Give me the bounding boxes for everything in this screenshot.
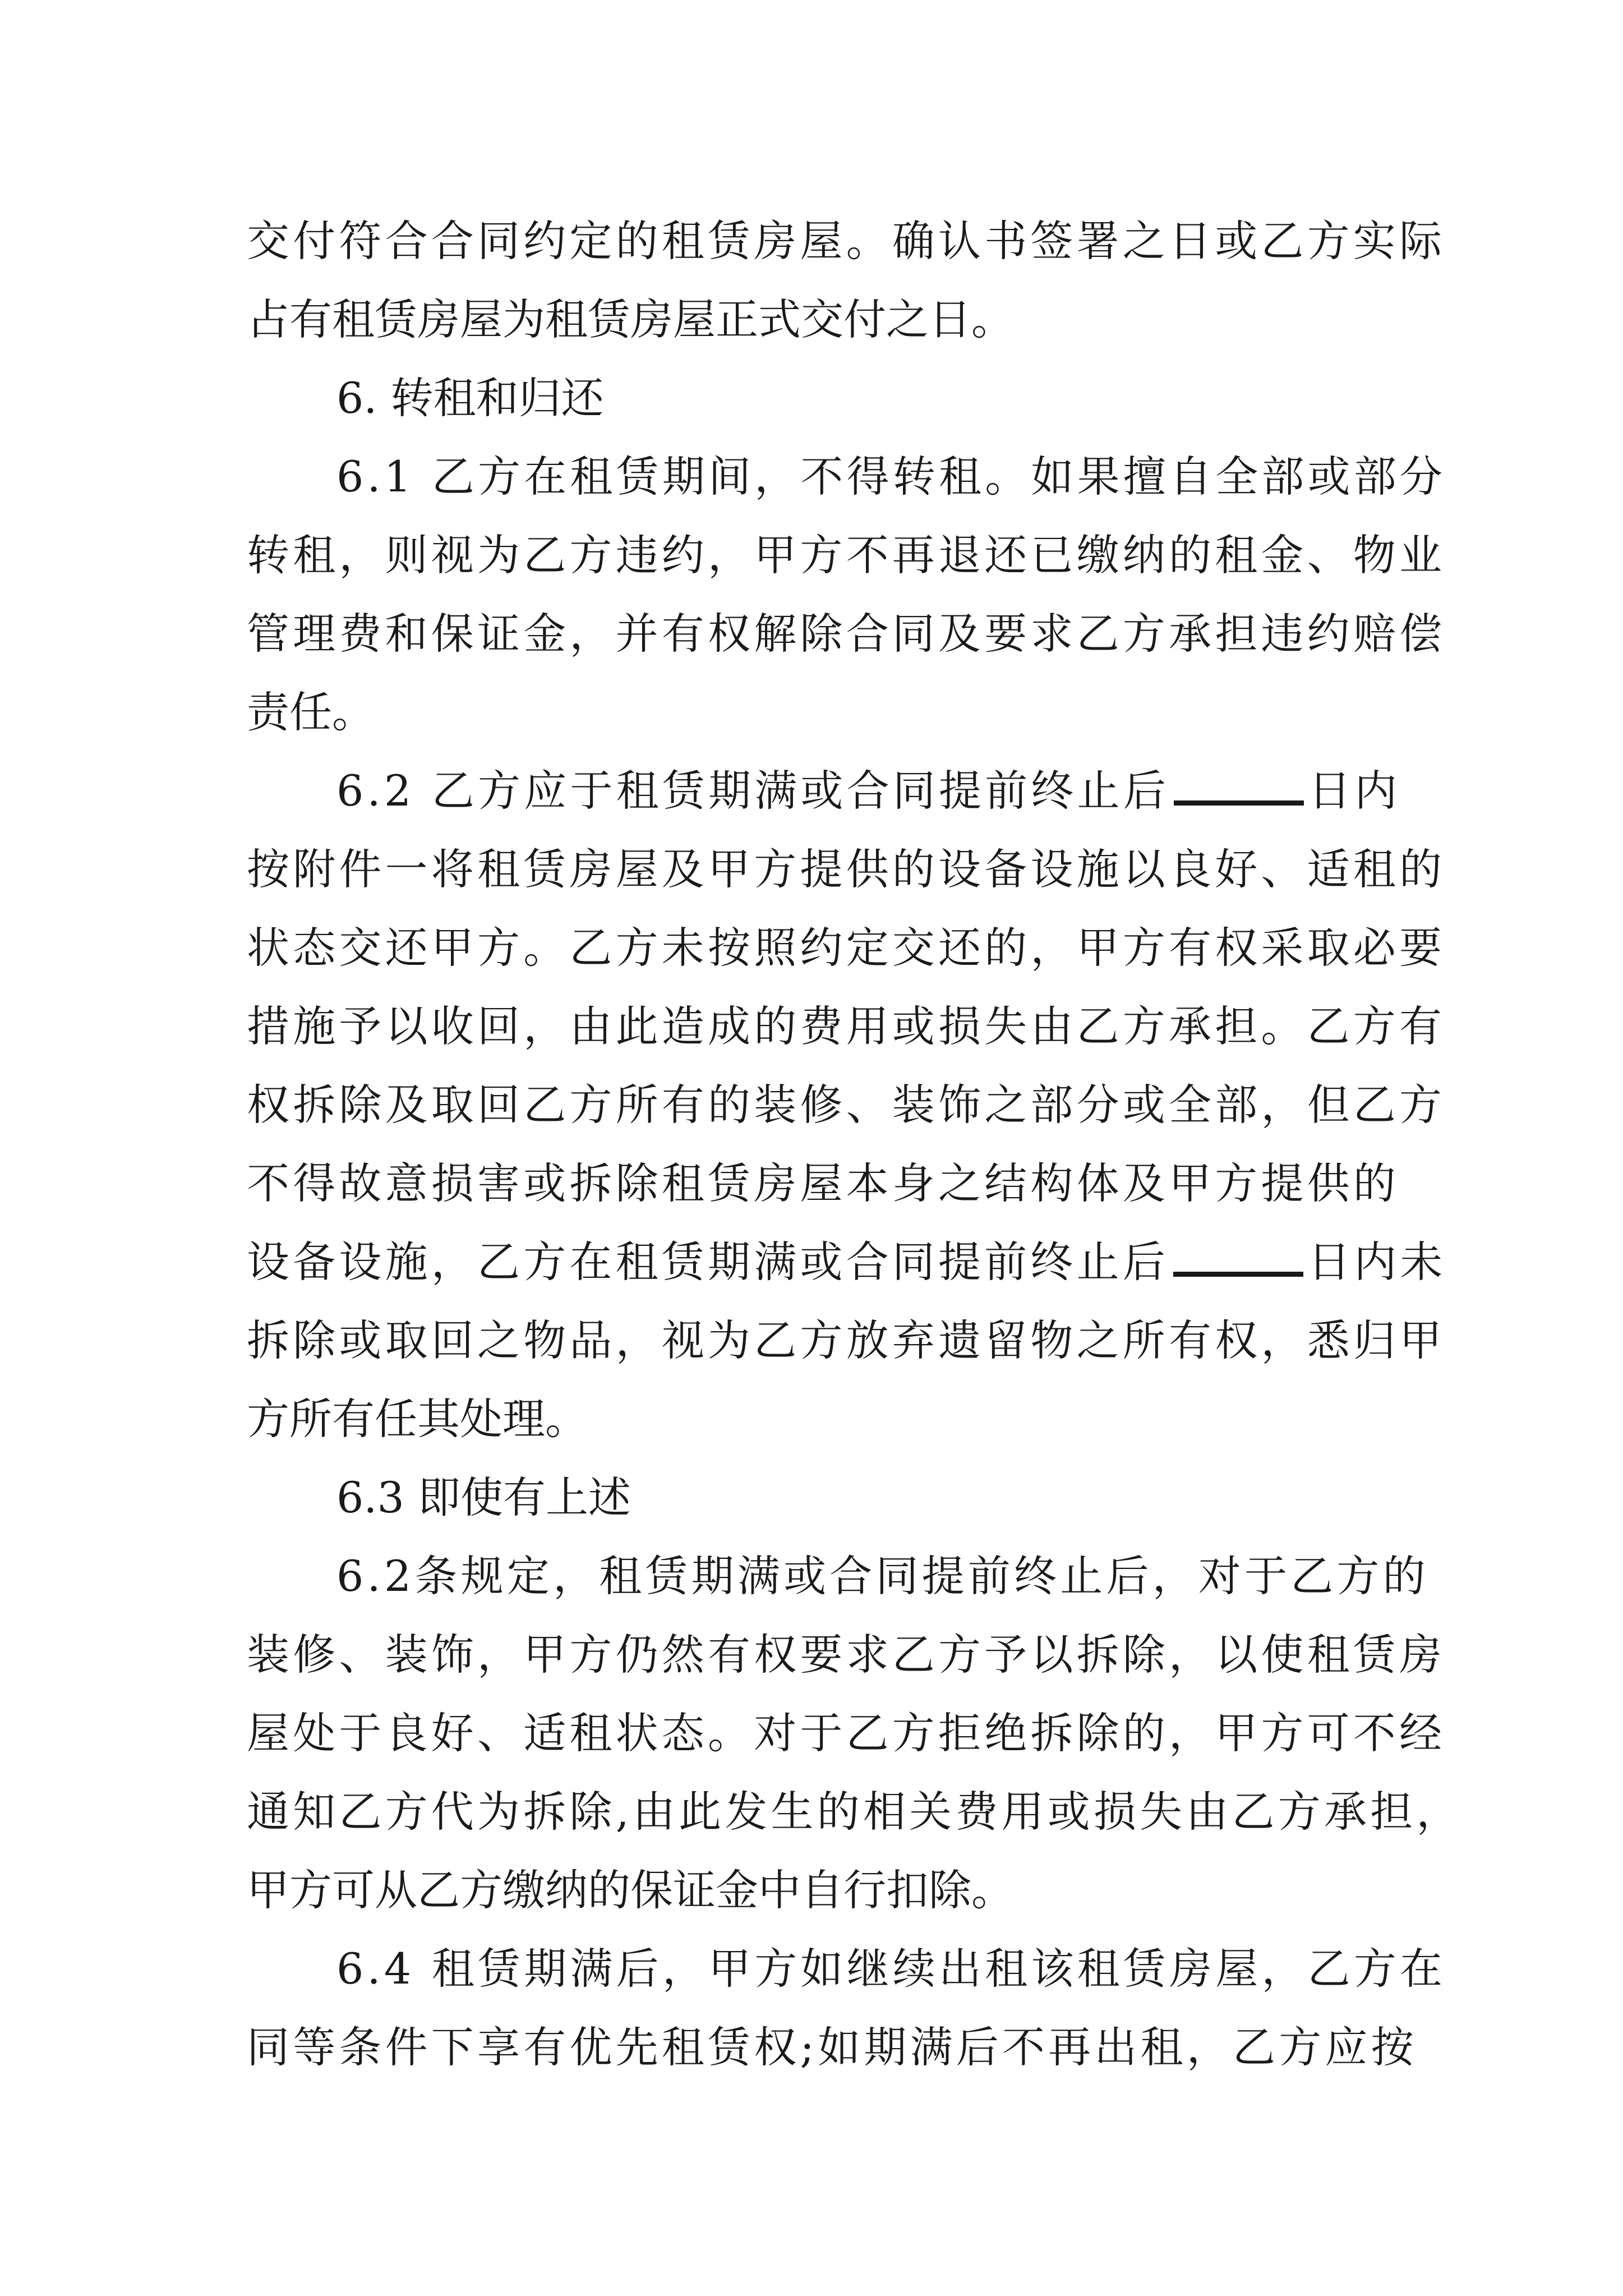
body-text: 日内 (1308, 766, 1401, 816)
body-line: 责任。 (247, 687, 375, 737)
body-text: 设备设施，乙方在租赁期满或合同提前终止后 (247, 1237, 1169, 1287)
body-line: 不得故意损害或拆除租赁房屋本身之结构体及甲方提供的 (247, 1158, 1399, 1208)
body-line: 6.3 即使有上述 (336, 1473, 631, 1522)
body-line: 权拆除及取回乙方所有的装修、装饰之部分或全部，但乙方 (247, 1080, 1446, 1130)
body-line: 6.2条规定，租赁期满或合同提前终止后，对于乙方的 (336, 1551, 1429, 1601)
body-line: 转租，则视为乙方违约，甲方不再退还已缴纳的租金、物业 (247, 530, 1446, 580)
body-line: 管理费和保证金，并有权解除合同及要求乙方承担违约赔偿 (247, 609, 1446, 659)
body-line: 拆除或取回之物品，视为乙方放弃遗留物之所有权，悉归甲 (247, 1315, 1446, 1365)
body-line: 6.4 租赁期满后，甲方如继续出租该租赁房屋，乙方在 (336, 1944, 1446, 1994)
body-line: 方所有任其处理。 (247, 1394, 588, 1444)
body-line: 交付符合合同约定的租赁房屋。确认书签署之日或乙方实际 (247, 216, 1446, 266)
body-line: 按附件一将租赁房屋及甲方提供的设备设施以良好、适租的 (247, 844, 1446, 894)
fill-in-blank[interactable] (1173, 1238, 1303, 1277)
body-line: 占有租赁房屋为租赁房屋正式交付之日。 (247, 295, 1014, 344)
body-line: 屋处于良好、适租状态。对于乙方拒绝拆除的，甲方可不经 (247, 1708, 1446, 1758)
body-line: 通知乙方代为拆除,由此发生的相关费用或损失由乙方承担， (247, 1787, 1463, 1837)
body-text: 6.2 乙方应于租赁期满或合同提前终止后 (336, 766, 1170, 816)
body-line: 同等条件下享有优先租赁权;如期满后不再出租，乙方应按 (247, 2022, 1417, 2072)
body-line (336, 757, 1401, 825)
fill-in-blank[interactable] (1174, 767, 1304, 806)
body-line: 措施予以收回，由此造成的费用或损失由乙方承担。乙方有 (247, 1001, 1446, 1051)
body-text: 日内未 (1308, 1237, 1446, 1287)
body-line (247, 1228, 1446, 1296)
body-line: 6.1 乙方在租赁期间，不得转租。如果擅自全部或部分 (336, 452, 1446, 501)
body-line: 甲方可从乙方缴纳的保证金中自行扣除。 (247, 1865, 1014, 1915)
body-line: 装修、装饰，甲方仍然有权要求乙方予以拆除，以使租赁房 (247, 1630, 1446, 1680)
body-line: 状态交还甲方。乙方未按照约定交还的，甲方有权采取必要 (247, 923, 1446, 973)
section-heading: 6. 转租和归还 (336, 373, 604, 423)
